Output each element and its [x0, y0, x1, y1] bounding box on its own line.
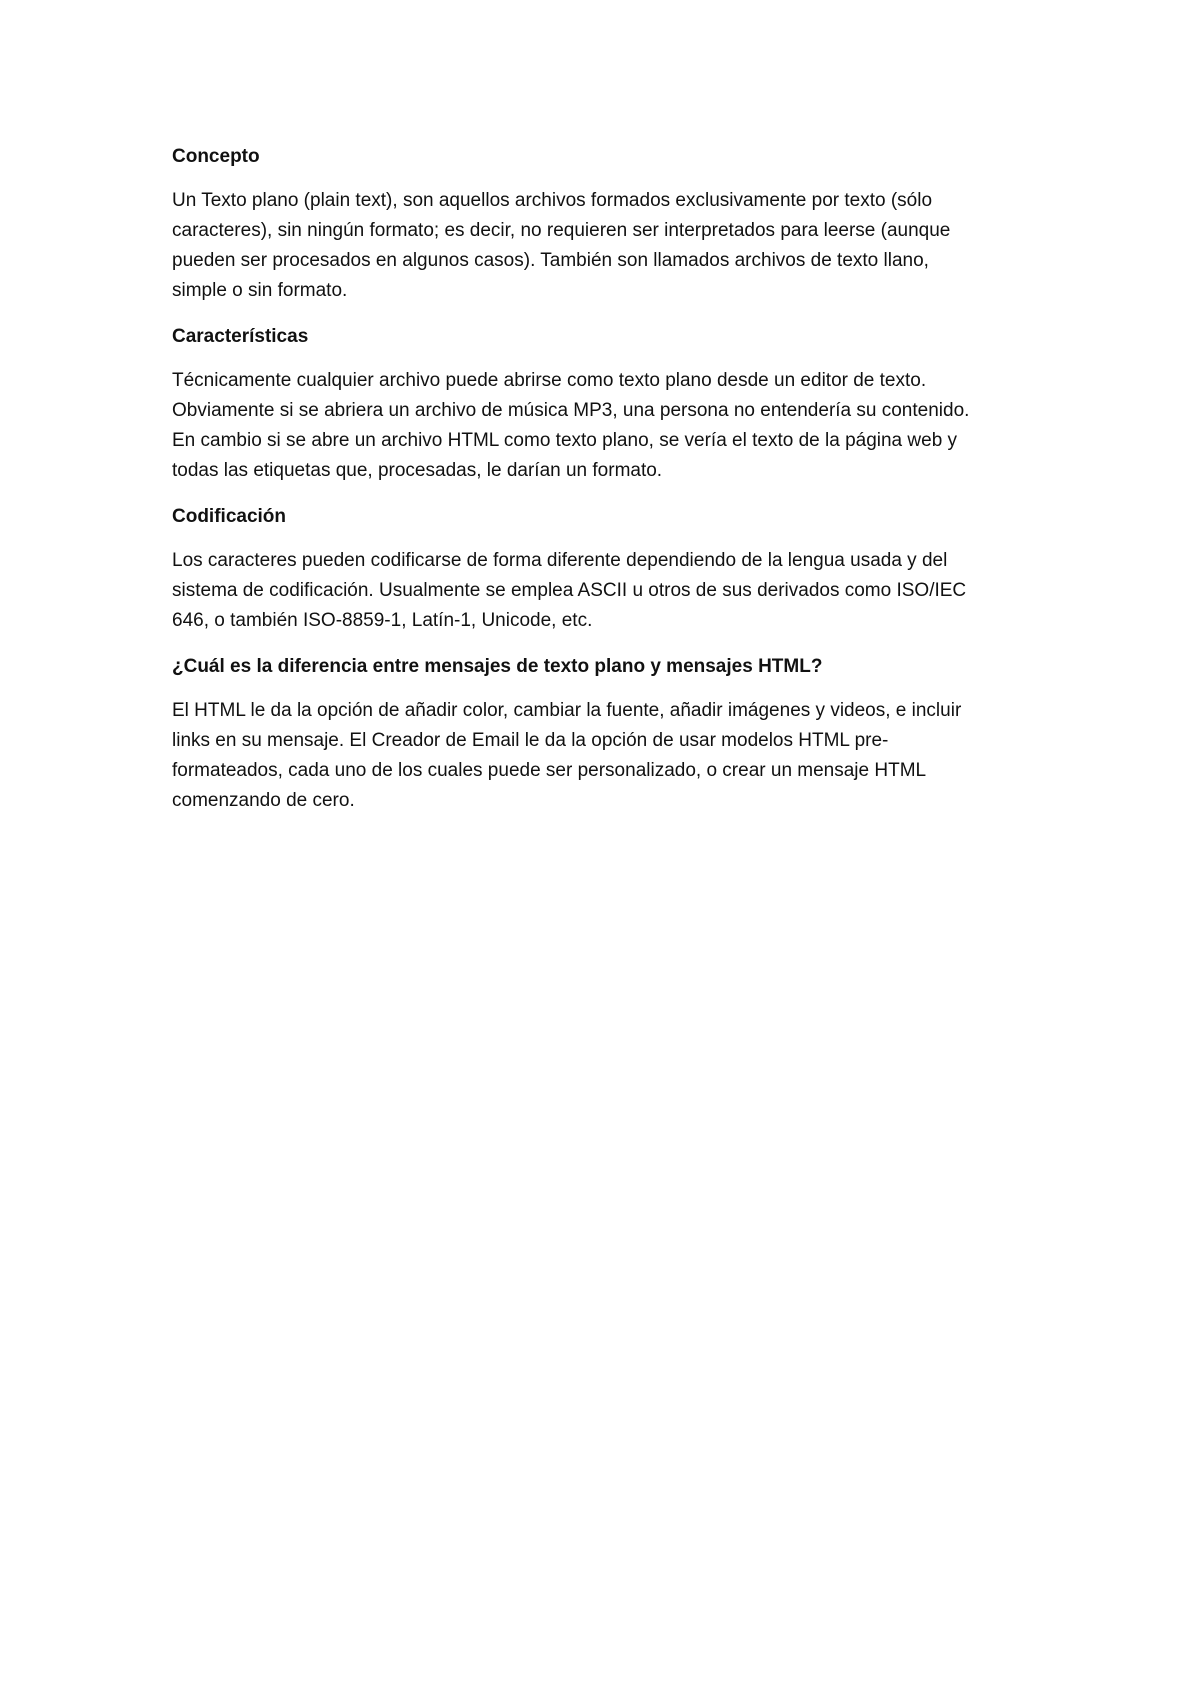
paragraph-line: 646, o también ISO-8859-1, Latín-1, Unicode, etc. — [172, 610, 593, 631]
paragraph-line: Los caracteres pueden codificarse de forma diferente dependiendo de la lengua usada y del — [172, 550, 948, 571]
paragraph-line: El HTML le da la opción de añadir color, cambiar la fuente, añadir imágenes y videos, e incluir — [172, 700, 962, 721]
paragraph-line: todas las etiquetas que, procesadas, le darían un formato. — [172, 460, 663, 481]
paragraph-line: formateados, cada uno de los cuales puede ser personalizado, o crear un mensaje HTML — [172, 760, 927, 781]
paragraph-line: simple o sin formato. — [172, 280, 348, 301]
section-heading-caracteristicas: Características — [172, 326, 309, 347]
section-paragraph-diferencia — [172, 696, 1032, 816]
section-heading-codificacion: Codificación — [172, 506, 287, 527]
section-heading-diferencia: ¿Cuál es la diferencia entre mensajes de texto plano y mensajes HTML? — [172, 656, 823, 677]
paragraph-line: sistema de codificación. Usualmente se emplea ASCII u otros de sus derivados como ISO/IEC — [172, 580, 967, 601]
paragraph-line: pueden ser procesados en algunos casos). También son llamados archivos de texto llano, — [172, 250, 929, 271]
section-paragraph-concepto — [172, 186, 1032, 306]
paragraph-line: En cambio si se abre un archivo HTML como texto plano, se vería el texto de la página web y — [172, 430, 958, 451]
paragraph-line: links en su mensaje. El Creador de Email le da la opción de usar modelos HTML pre- — [172, 730, 889, 751]
document-body — [172, 142, 1032, 832]
paragraph-line: Técnicamente cualquier archivo puede abrirse como texto plano desde un editor de texto. — [172, 370, 927, 391]
section-heading-concepto: Concepto — [172, 146, 260, 167]
paragraph-line: comenzando de cero. — [172, 790, 355, 811]
paragraph-line: Obviamente si se abriera un archivo de música MP3, una persona no entendería su contenido. — [172, 400, 970, 421]
section-paragraph-caracteristicas — [172, 366, 1032, 486]
paragraph-line: caracteres), sin ningún formato; es decir, no requieren ser interpretados para leerse (aunque — [172, 220, 951, 241]
section-paragraph-codificacion — [172, 546, 1032, 636]
paragraph-line: Un Texto plano (plain text), son aquellos archivos formados exclusivamente por texto (sólo — [172, 190, 933, 211]
